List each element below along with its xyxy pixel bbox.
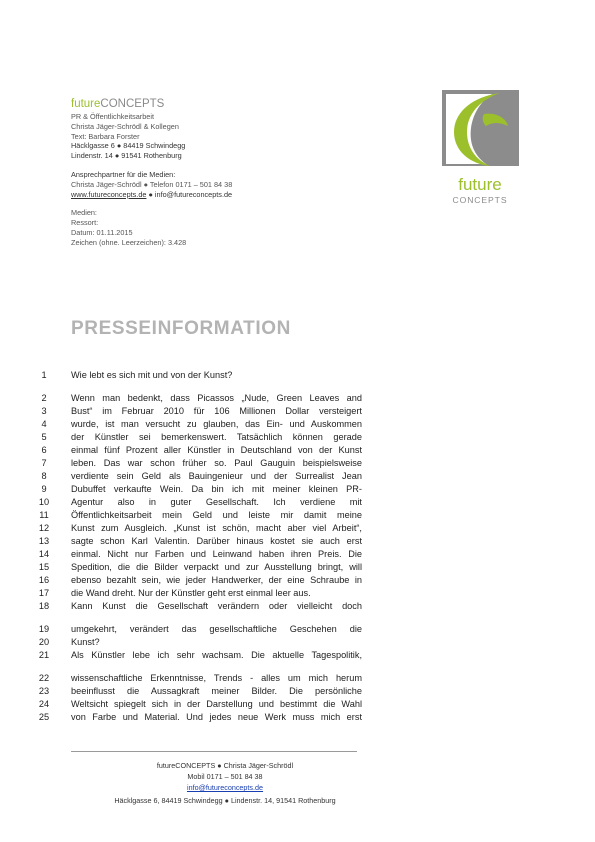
text-line bbox=[0, 509, 595, 522]
text-line bbox=[0, 698, 595, 711]
line-number: 1 bbox=[41, 370, 47, 380]
line-text: einmal. Nicht nur Farben und Leinwand haben ihren Preis. Die bbox=[71, 549, 362, 559]
footer-divider bbox=[71, 751, 357, 752]
line-text: Agentur also in guter Gesellschaft. Ich verdiene mit bbox=[71, 497, 362, 507]
meta-line: Zeichen (ohne. Leerzeichen): 3.428 bbox=[71, 237, 187, 247]
line-text: Wie lebt es sich mit und von der Kunst? bbox=[71, 370, 233, 380]
meta-line: Medien: bbox=[71, 208, 97, 218]
line-number: 5 bbox=[41, 432, 47, 442]
footer-company: futureCONCEPTS ● Christa Jäger-Schrödl bbox=[156, 761, 294, 770]
line-number: 15 bbox=[38, 562, 50, 572]
text-line bbox=[0, 623, 595, 636]
line-text: Wenn man bedenkt, dass Picassos „Nude, Green Leaves and bbox=[71, 393, 362, 403]
line-number: 8 bbox=[41, 471, 47, 481]
logo-word-concepts: CONCEPTS bbox=[452, 195, 508, 205]
line-number: 25 bbox=[38, 712, 50, 722]
line-text: Weltsicht spiegelt sich in der Darstellung und bestimmt die Wahl bbox=[71, 699, 362, 709]
line-number: 10 bbox=[38, 497, 50, 507]
text-line bbox=[0, 369, 595, 382]
website-link[interactable]: www.futureconcepts.de bbox=[71, 189, 147, 199]
line-text: Kunst zum Ausgleich. „Kunst ist schön, macht aber viel Arbeit“, bbox=[71, 523, 362, 533]
line-text: wurde, ist man versucht zu glauben, das Ein- und Auskommen bbox=[71, 419, 362, 429]
logo-word-future: future bbox=[458, 175, 502, 194]
text-line bbox=[0, 405, 595, 418]
logo-graphic bbox=[440, 88, 522, 213]
line-text: von Farbe und Material. Und jedes neue Werk muss mich erst bbox=[71, 712, 362, 722]
line-number: 12 bbox=[38, 523, 50, 533]
line-number: 2 bbox=[41, 393, 47, 403]
line-number: 23 bbox=[38, 686, 50, 696]
sender-line: PR & Öffentlichkeitsarbeit bbox=[71, 112, 155, 121]
text-line bbox=[0, 392, 595, 405]
footer-address: Häcklgasse 6, 84419 Schwindegg ● Lindenstr. 14, 91541 Rothenburg bbox=[114, 796, 336, 805]
contact-heading: Ansprechpartner für die Medien: bbox=[71, 169, 176, 179]
sender-block bbox=[71, 98, 371, 248]
text-line bbox=[0, 600, 595, 613]
sender-line: Christa Jäger-Schrödl & Kollegen bbox=[71, 121, 179, 131]
line-text: umgekehrt, verändert das gesellschaftliche Geschehen die bbox=[71, 624, 362, 634]
line-number: 24 bbox=[38, 699, 50, 709]
footer-email-link[interactable] bbox=[60, 783, 390, 793]
line-text: leben. Das war schon früher so. Paul Gauguin beispielsweise bbox=[71, 458, 362, 468]
text-line bbox=[0, 672, 595, 685]
line-number: 22 bbox=[38, 673, 50, 683]
line-text: Kann Kunst die Gesellschaft verändern oder vielleicht doch bbox=[71, 601, 362, 611]
line-text: Dubuffet verkaufte Wein. Da bin ich mit meiner kleinen PR- bbox=[71, 484, 362, 494]
page-title: PRESSEINFORMATION bbox=[71, 318, 291, 339]
line-text: der Künstler sei bemerkenswert. Tatsächlich können gerade bbox=[71, 432, 362, 442]
sender-line: Lindenstr. 14 ● 91541 Rothenburg bbox=[71, 151, 182, 161]
line-text: Öffentlichkeitsarbeit mein Geld und leiste mir damit meine bbox=[71, 510, 362, 520]
footer-phone: Mobil 0171 – 501 84 38 bbox=[187, 772, 263, 781]
line-number: 19 bbox=[38, 624, 50, 634]
line-text: Kunst? bbox=[71, 637, 100, 647]
line-number: 13 bbox=[38, 536, 50, 546]
text-line bbox=[0, 548, 595, 561]
line-number: 20 bbox=[38, 637, 50, 647]
line-text: die Wand dreht. Nur der Künstler geht erst einmal leer aus. bbox=[71, 588, 311, 598]
line-text: wissenschaftliche Erkenntnisse, Trends - alles um mich herum bbox=[71, 673, 362, 683]
line-number: 11 bbox=[39, 510, 49, 520]
line-number: 16 bbox=[38, 575, 50, 585]
line-text: Als Künstler lebe ich sehr wachsam. Die aktuelle Tagespolitik, bbox=[71, 650, 362, 660]
line-number: 9 bbox=[41, 484, 47, 494]
text-line bbox=[0, 587, 595, 600]
text-line bbox=[0, 711, 595, 724]
line-text: Bust“ im Februar 2010 für 106 Millionen Dollar versteigert bbox=[71, 406, 362, 416]
line-text: verdiente sein Geld als Bauingenieur und der Surrealist Jean bbox=[71, 471, 362, 481]
text-line bbox=[0, 636, 595, 649]
text-line bbox=[0, 431, 595, 444]
line-number: 18 bbox=[38, 601, 50, 611]
text-line bbox=[0, 496, 595, 509]
email-text: ● info@futureconcepts.de bbox=[148, 189, 233, 199]
text-line bbox=[0, 561, 595, 574]
brand-name: futureCONCEPTS bbox=[71, 98, 165, 110]
text-line bbox=[0, 522, 595, 535]
text-line bbox=[0, 574, 595, 587]
line-number: 17 bbox=[38, 588, 50, 598]
company-logo bbox=[440, 88, 522, 213]
line-text: beeinflusst die Aussagkraft meiner Bilder. Die persönliche bbox=[71, 686, 362, 696]
text-line bbox=[0, 444, 595, 457]
text-line bbox=[0, 649, 595, 662]
line-number: 4 bbox=[41, 419, 47, 429]
line-text: ebenso bezahlt sein, wie jeder Handwerker, der eine Schraube in bbox=[71, 575, 362, 585]
meta-line: Ressort: bbox=[71, 218, 99, 228]
contact-person: Christa Jäger-Schrödl ● Telefon 0171 – 501 84 38 bbox=[71, 179, 233, 189]
text-line bbox=[0, 535, 595, 548]
line-text: einmal fünf Prozent aller Künstler in Deutschland von der Kunst bbox=[71, 445, 362, 455]
line-number: 7 bbox=[41, 458, 47, 468]
line-number: 14 bbox=[38, 549, 50, 559]
text-line bbox=[0, 457, 595, 470]
sender-line: Häcklgasse 6 ● 84419 Schwindegg bbox=[71, 141, 186, 151]
line-number: 6 bbox=[41, 445, 47, 455]
line-text: Spedition, die die Bilder verpackt und zur Ausstellung bringt, will bbox=[71, 562, 362, 572]
meta-line: Datum: 01.11.2015 bbox=[71, 227, 133, 237]
footer-email-text[interactable]: info@futureconcepts.de bbox=[186, 783, 264, 792]
line-number: 3 bbox=[41, 406, 47, 416]
text-line bbox=[0, 685, 595, 698]
text-line bbox=[0, 418, 595, 431]
sender-line: Text: Barbara Forster bbox=[71, 131, 140, 141]
line-number: 21 bbox=[38, 650, 50, 660]
text-line bbox=[0, 470, 595, 483]
line-text: sagte schon Karl Valentin. Darüber hinaus kostet sie auch erst bbox=[71, 536, 362, 546]
text-line bbox=[0, 483, 595, 496]
